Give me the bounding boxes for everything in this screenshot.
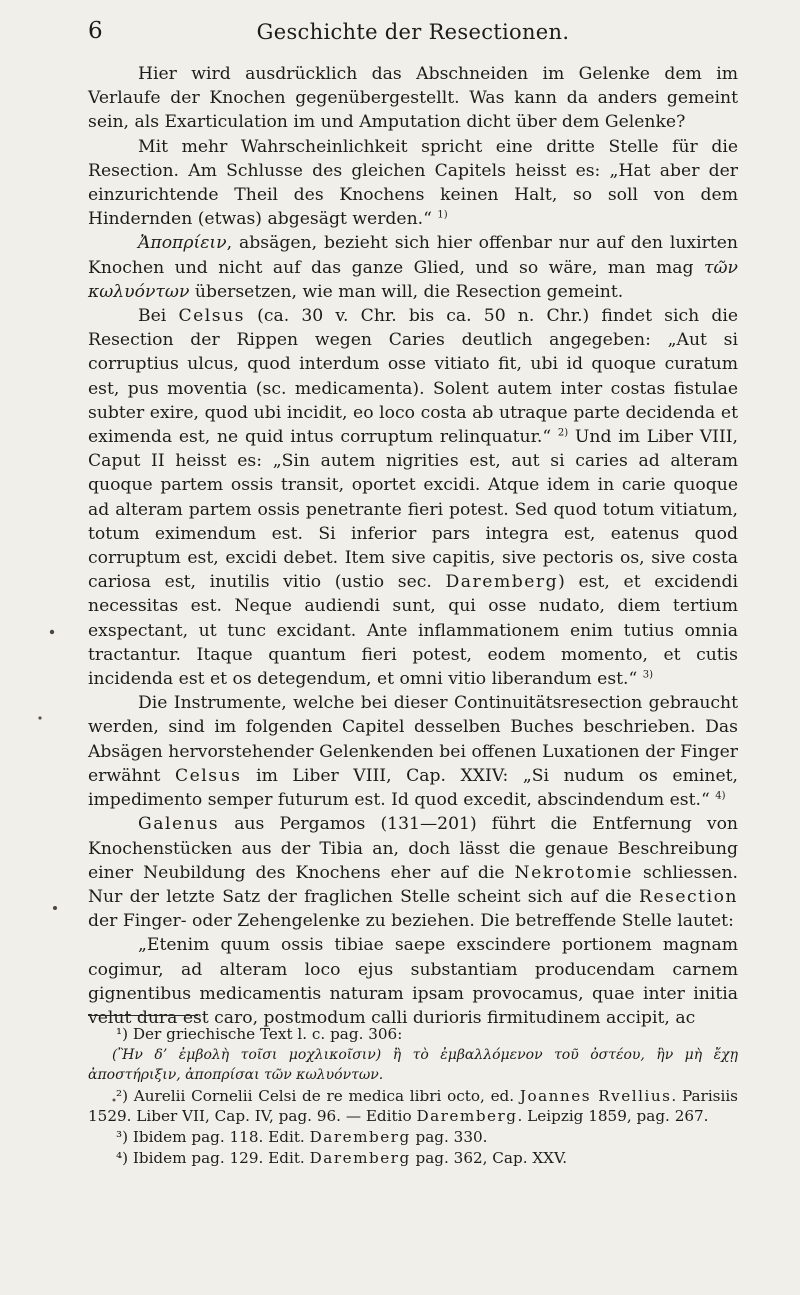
paragraph-5: Die Instrumente, welche bei dieser Continuitätsresection gebraucht werden, sind im folgenden Capitel desselben Buches beschrieben. Das Absägen hervorstehender Gelenkenden bei offenen Luxationen der Finger erwähnt Celsus im Liber VIII, Cap. XXIV: „Si nudum os eminet, impedimento semper futurum est. Id quod excedit, abscindendum est.“ $^{4)}$ [88,693,738,811]
footnote-ref-4: 4) [715,790,726,802]
paragraph-1: Hier wird ausdrücklich das Abschneiden im Gelenke dem im Verlaufe der Knochen gegenübergestellt. Was kann da anders gemeint sein, als Exarticulation im und Amputation dicht über dem Gelenke? [88,64,738,133]
author-celsus-2: Celsus [174,765,242,786]
ink-spot [53,906,57,910]
page-header [88,18,738,48]
footnote-divider [88,1015,198,1016]
author-galenus: Galenus [138,814,220,835]
body-text [88,62,738,1030]
ink-spot [38,716,41,719]
footnote-3: ³) Ibidem pag. 118. Edit. Daremberg pag. 330. [116,1127,488,1146]
footnote-ref-2: 2) [557,427,569,439]
footnotes [88,1024,738,1168]
footnote-1: ¹) Der griechische Text l. c. pag. 306: [116,1025,403,1043]
page-number: 6 [88,18,103,44]
paragraph-3: Ἀποπρίειν, absägen, bezieht sich hier offenbar nur auf den luxirten Knochen und nicht auf das ganze Glied, und so wäre, man mag τῶν κωλυόντων übersetzen, wie man will, die Resection gemeint. [88,233,738,302]
running-title: Geschichte der Resectionen. [256,20,570,44]
author-celsus: Celsus [178,306,245,327]
footnote-ref-3: 3) [642,669,654,681]
ink-spot [50,630,54,634]
footnote-1-greek: (Ἢν δ’ ἐμβολὴ τοῖσι μοχλικοῖσιν) ἢ τὸ ἐμβαλλόμενον τοῦ ὀστέου, ἣν μὴ ἔχῃ ἀποστήριξιν, ἀποπρίσαι τῶν κωλυόντων. [88,1046,738,1084]
paragraph-4: Bei Celsus (ca. 30 v. Chr. bis ca. 50 n. Chr.) findet sich die Resection der Rippen wegen Caries deutlich angegeben: „Aut si corruptius ulcus, quod interdum osse vitiato fit, ubi id quoque curatum est, pus moventia (sc. medicamenta). Solent autem inter costas fistulae subter exire, quod ubi incidit, eo loco costa ab utraque parte decidenda et eximenda est, ne quid intus corruptum relinquatur.“ $^{2)}$ Und im Liber VIII, Caput II heisst es: „Sin autem nigrities est, aut si caries ad alteram quoque partem ossis transit, oportet excidi. Atque idem in carie quoque ad alteram partem ossis penetrante fieri potest. Sed quod totum vitiatum, totum eximendum est. Si inferior pars integra est, eatenus quod corruptum est, excidi debet. Item sive capitis, sive pectoris os, sive costa cariosa est, inutilis vitio (ustio sec. Daremberg) est, et excidendi necessitas est. Neque audiendi sunt, qui osse nudato, diem tertium exspectant, ut tunc excidant. Ante inflammationem enim tutius omnia tractantur. Itaque quantum fieri potest, eodem momento, et cutis incidenda est et os detegendum, et omni vitio liberandum est.“ $^{3)}$ [88,306,739,690]
author-daremberg: Daremberg [445,572,559,593]
footnote-2: ²) Aurelii Cornelii Celsi de re medica libri octo, ed. Joannes Rvellius. Parisiis 1529. Liber VII, Cap. IV, pag. 96. — Editio Daremberg. Leipzig 1859, pag. 267. [88,1086,738,1126]
paragraph-6: Galenus aus Pergamos (131—201) führt die Entfernung von Knochenstücken aus der Tibia an, doch lässt die genaue Beschreibung einer Neubildung des Knochens eher auf die Nekrotomie schliessen. Nur der letzte Satz der fraglichen Stelle scheint sich auf die Resection der Finger- oder Zehengelenke zu beziehen. Die betreffende Stelle lautet: [88,814,738,932]
footnote-4: ⁴) Ibidem pag. 129. Edit. Daremberg pag. 362, Cap. XXV. [116,1148,568,1167]
paragraph-2: Mit mehr Wahrscheinlichkeit spricht eine dritte Stelle für die Resection. Am Schlusse des gleichen Capitels heisst es: „Hat aber der einzurichtende Theil des Knochens keinen Halt, so soll von dem Hindernden (etwas) abgesägt werden.“ $^{1)}$ [88,136,738,230]
footnote-ref-1: 1) [437,209,448,221]
paragraph-7: „Etenim quum ossis tibiae saepe exscindere portionem magnam cogimur, ad alteram loco ejus substantiam producendam carnem gignentibus medicamentis naturam ipsam provocamus, quae inter initia velut dura est caro, postmodum calli durioris firmitudinem accipit, ac [88,935,738,1028]
